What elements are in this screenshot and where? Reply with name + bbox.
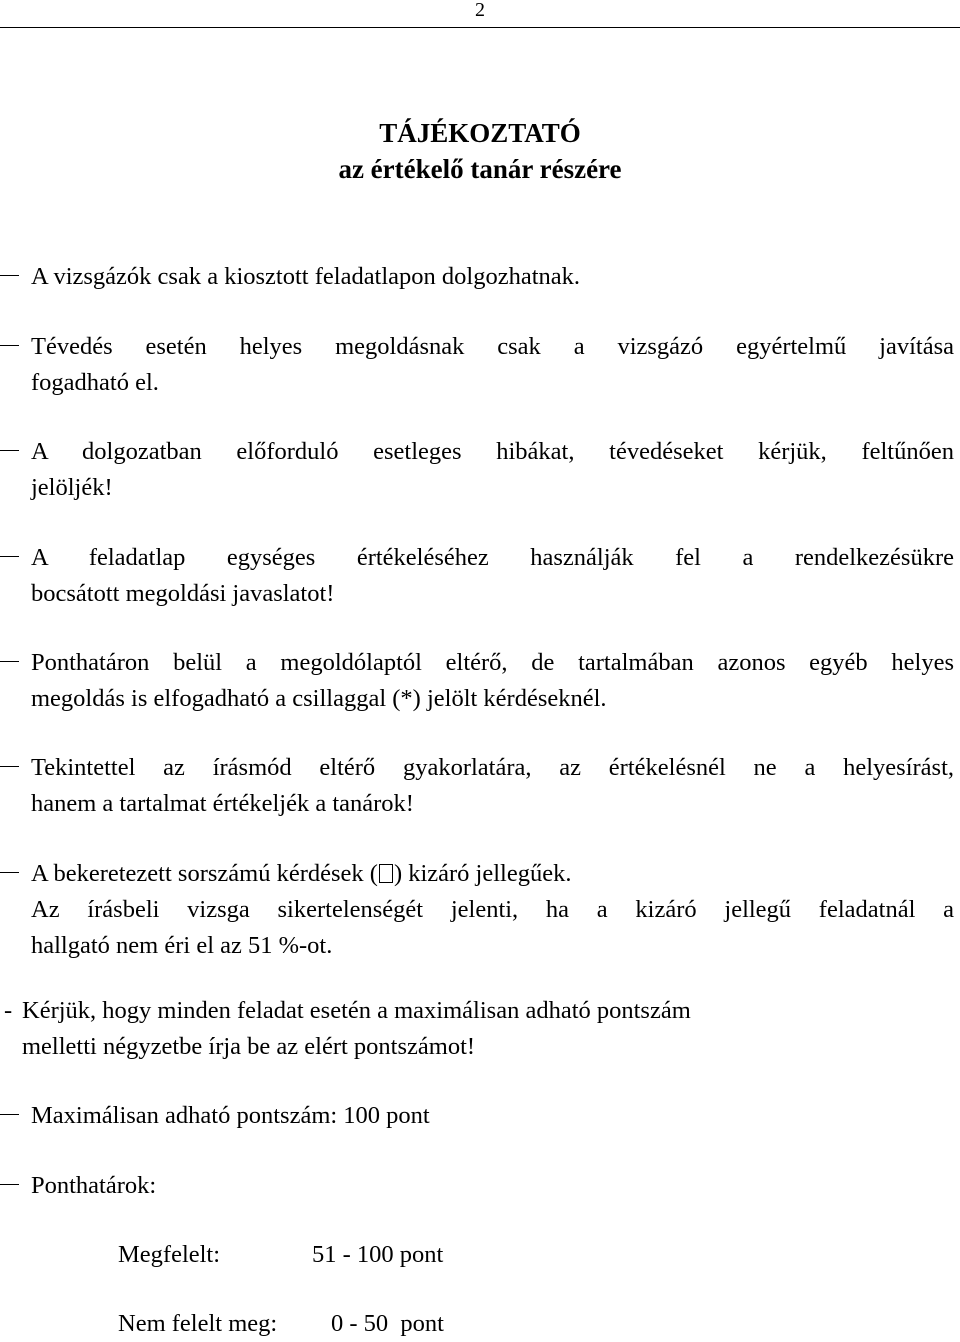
list-item-text: jelöljék! [31, 474, 113, 501]
list-item-text [31, 856, 954, 892]
list-item-text: Ponthatáron belül a megoldólaptól eltérő, de tartalmában azonos egyéb helyes [31, 649, 954, 676]
list-item-text-part: ) kizáró jellegűek. [393, 860, 572, 887]
dash-bullet [0, 661, 19, 662]
list-item-text: melletti négyzetbe írja be az elért pontszámot! [22, 1033, 476, 1060]
list-item-text: bocsátott megoldási javaslatot! [31, 580, 335, 607]
box-icon [379, 864, 393, 883]
dash-bullet [0, 1184, 19, 1185]
list-item-text: Az írásbeli vizsga sikertelenségét jelenti, ha a kizáró jellegű feladatnál a [31, 896, 954, 923]
hyphen-bullet: - [4, 997, 13, 1024]
list-item-text: megoldás is elfogadható a csillaggal (*) jelölt kérdéseknél. [31, 685, 607, 712]
dash-bullet [0, 1114, 19, 1115]
list-item-text: fogadható el. [31, 369, 159, 396]
dash-bullet [0, 345, 19, 346]
list-item-text-part: A bekeretezett sorszámú kérdések ( [31, 860, 378, 887]
list-item-text: Tévedés esetén helyes megoldásnak csak a vizsgázó egyértelmű javítása [31, 333, 954, 360]
list-item-text: A feladatlap egységes értékeléséhez használják fel a rendelkezésükre [31, 544, 954, 571]
dash-bullet [0, 872, 19, 873]
list-item-text: Maximálisan adható pontszám: 100 pont [31, 1102, 430, 1129]
page-number: 2 [475, 0, 485, 21]
page-subtitle: az értékelő tanár részére [338, 154, 622, 184]
header-rule [0, 27, 960, 28]
list-item-text: hallgató nem éri el az 51 %-ot. [31, 932, 333, 959]
score-threshold-label: Megfelelt: [118, 1241, 221, 1268]
list-item-text: hanem a tartalmat értékeljék a tanárok! [31, 790, 414, 817]
list-item-text: Ponthatárok: [31, 1172, 157, 1199]
list-item-text: A dolgozatban előforduló esetleges hibákat, tévedéseket kérjük, feltűnően [31, 438, 954, 465]
dash-bullet [0, 450, 19, 451]
score-threshold-value: 51 - 100 pont [312, 1241, 444, 1268]
list-item-text: Kérjük, hogy minden feladat esetén a maximálisan adható pontszám [22, 997, 691, 1024]
list-item-text: Tekintettel az írásmód eltérő gyakorlatára, az értékelésnél ne a helyesírást, [31, 754, 954, 781]
score-threshold-label: Nem felelt meg: [118, 1310, 278, 1337]
dash-bullet [0, 766, 19, 767]
list-item-text: A vizsgázók csak a kiosztott feladatlapon dolgozhatnak. [31, 263, 581, 290]
dash-bullet [0, 556, 19, 557]
dash-bullet [0, 275, 19, 276]
page-title: TÁJÉKOZTATÓ [379, 118, 581, 148]
score-threshold-value: 0 - 50 pont [331, 1310, 444, 1337]
